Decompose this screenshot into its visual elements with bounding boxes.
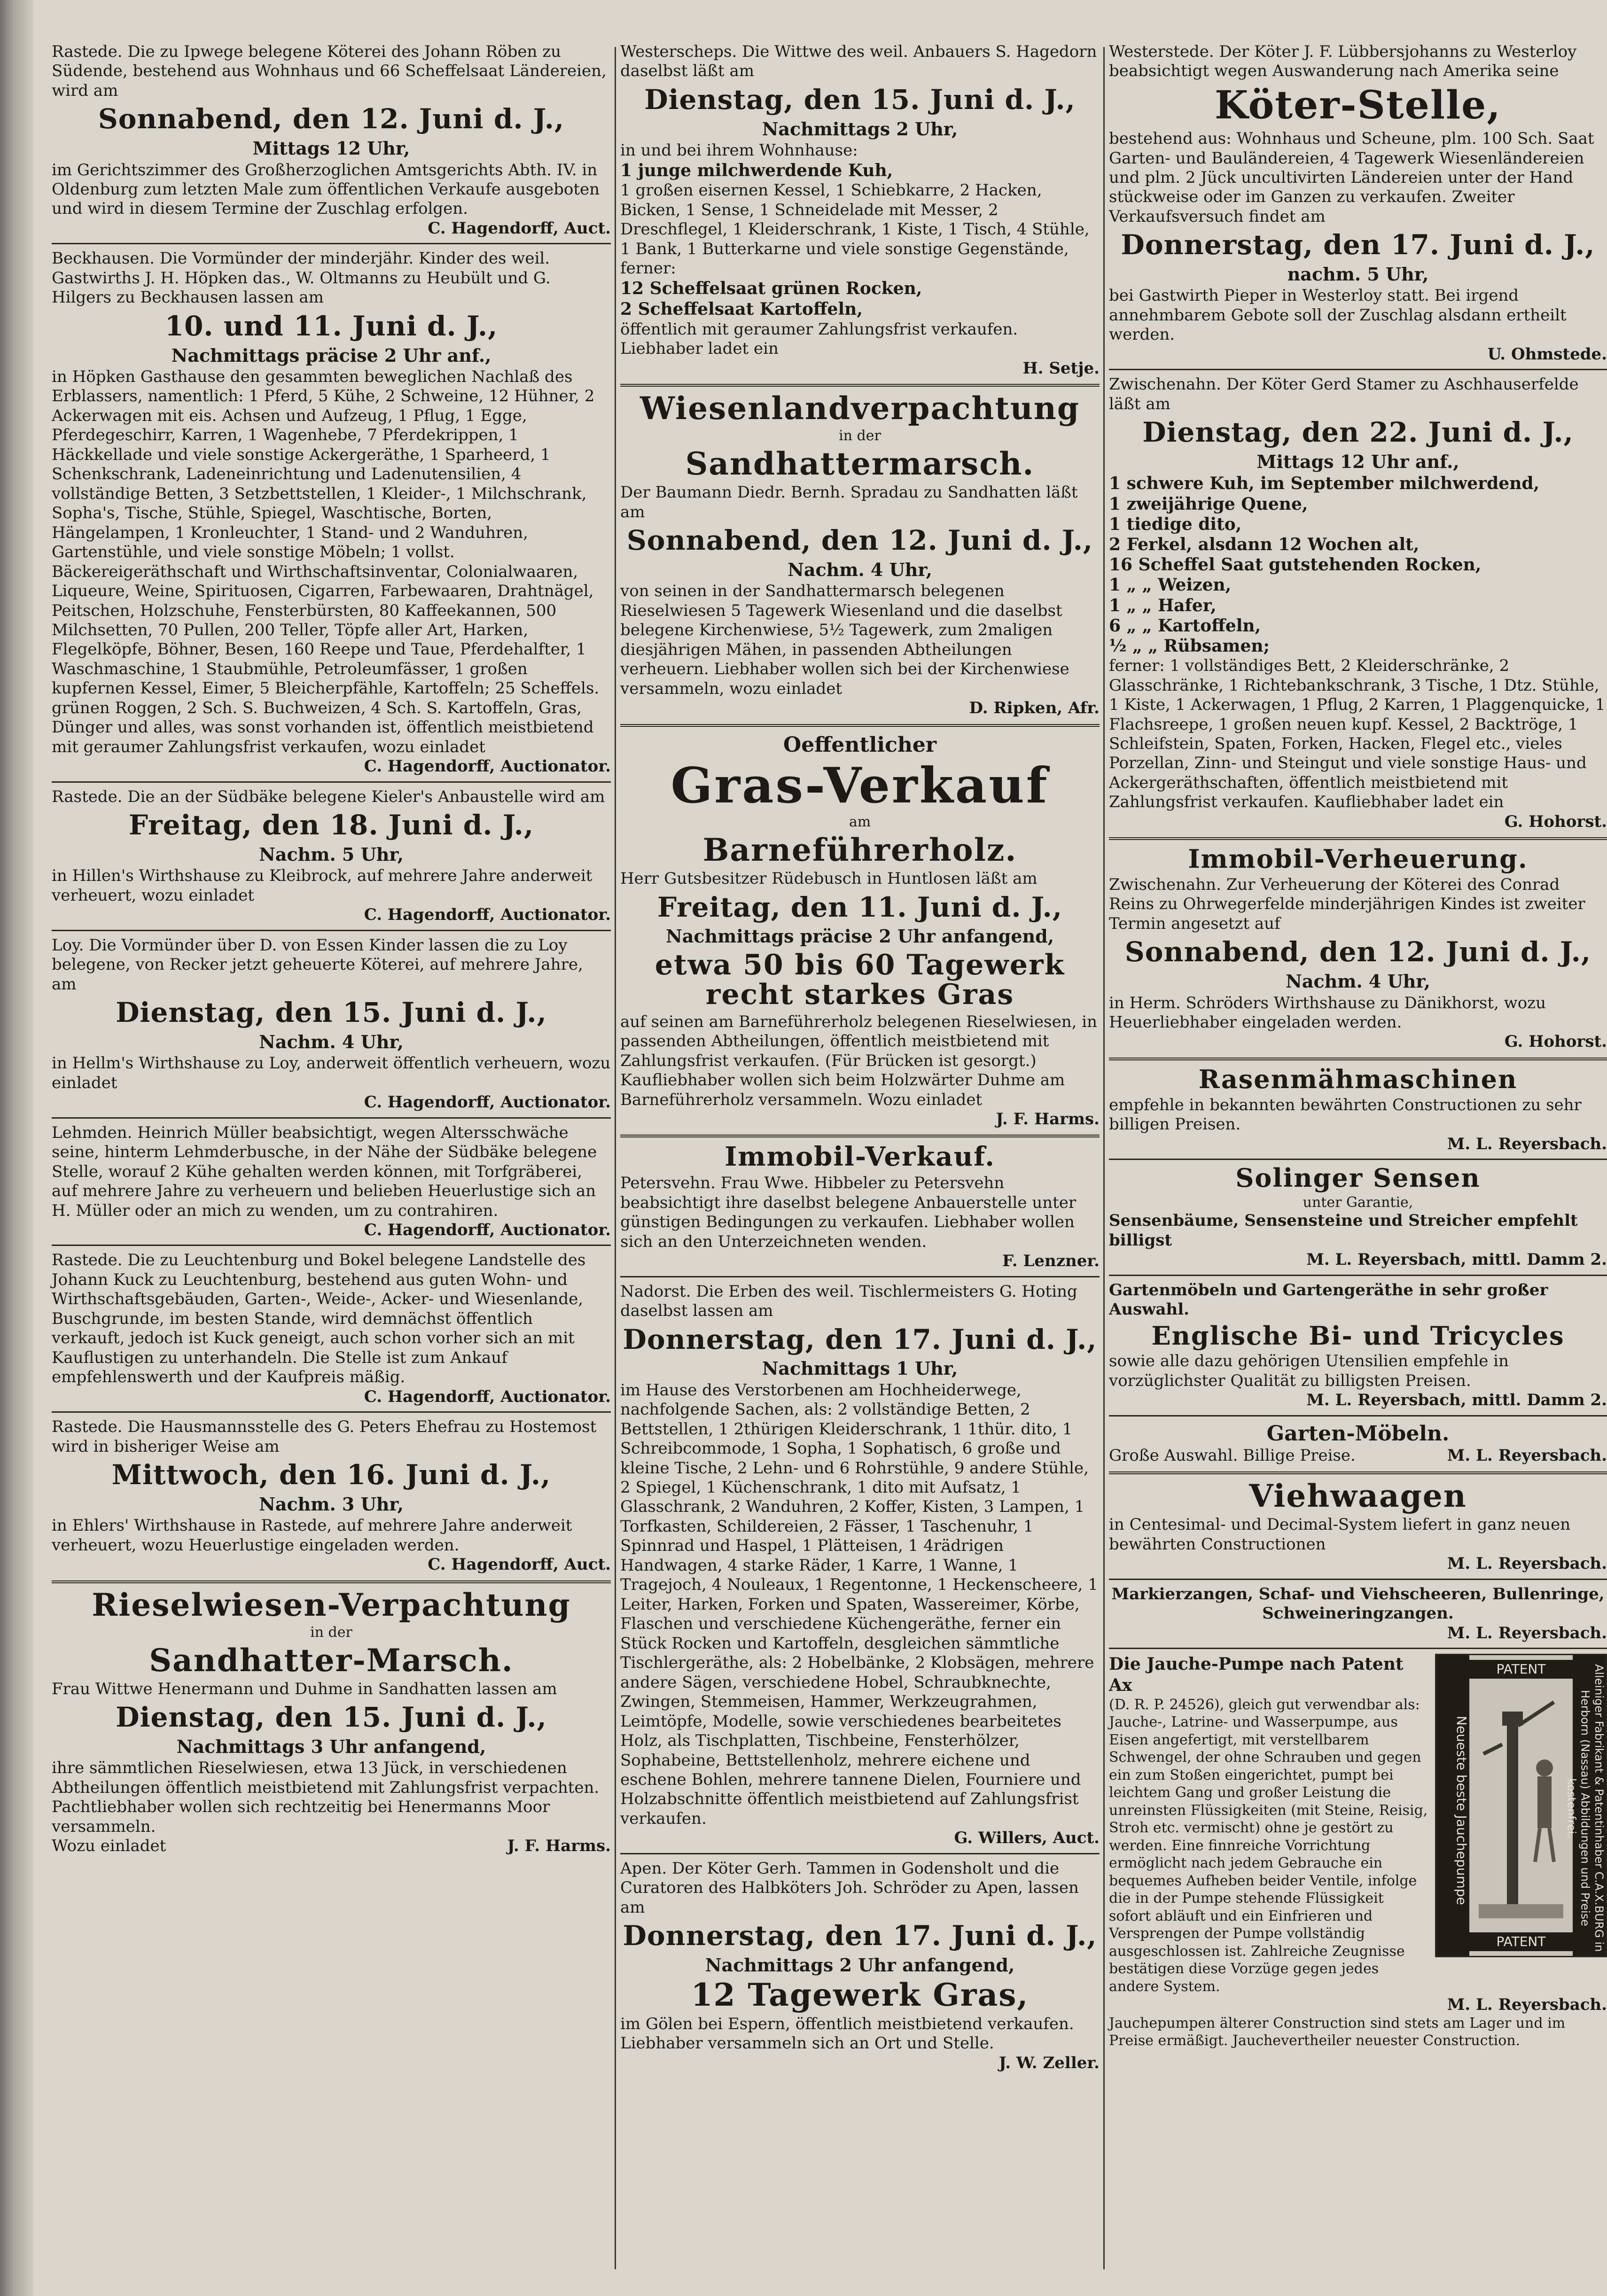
list-item: 6 „ „ Kartoffeln,	[1109, 615, 1261, 636]
ad-signature: C. Hagendorff, Auctionator.	[364, 905, 611, 925]
column-divider	[615, 47, 616, 2269]
ad-headline: Solinger Sensen	[1235, 1163, 1481, 1193]
ad-big-offer: 12 Tagewerk Gras,	[691, 1977, 1029, 2014]
ad-signature: C. Hagendorff, Auctionator.	[364, 757, 611, 776]
divider	[1109, 1648, 1607, 1649]
ad-wiesenland	[620, 389, 1100, 718]
divider	[1109, 1159, 1607, 1160]
ad-time: Mittags 12 Uhr,	[252, 138, 410, 159]
ad-signature: M. L. Reyersbach, mittl. Damm 2.	[1306, 1391, 1607, 1410]
ad-nadorst	[620, 1282, 1100, 1848]
ad-lead: 2 Scheffelsaat Kartoffeln,	[620, 299, 863, 319]
ad-bicycles	[1109, 1320, 1607, 1410]
ad-date: Mittwoch, den 16. Juni d. J.,	[111, 1459, 551, 1491]
ad-time: nachm. 5 Uhr,	[1287, 264, 1429, 285]
ad-signature: G. Hohorst.	[1504, 812, 1607, 831]
ad-body: ihre sämmtlichen Rieselwiesen, etwa 13 Jück, in verschiedenen Abtheilungen öffentlich meistbietend mit Zahlungsfrist verpachten. Pachtliebhaber wollen sich rechtzeitig bei Henermanns Moor versammeln.	[52, 1759, 600, 1836]
ad-date: Donnerstag, den 17. Juni d. J.,	[623, 1323, 1097, 1355]
ad-body: bei Gastwirth Pieper in Westerloy statt. Bei irgend annehmbarem Gebote soll der Zuschlag alsdann ertheilt werden.	[1109, 286, 1567, 344]
ad-apen	[620, 1859, 1100, 2073]
newspaper-page	[33, 19, 1607, 2283]
column-3	[1109, 42, 1607, 2274]
ad-date: 10. und 11. Juni d. J.,	[164, 310, 498, 342]
ad-sign-pre: Wozu einladet	[52, 1837, 166, 1856]
ad-headline: Die Jauche-Pumpe nach Patent Ax	[1109, 1654, 1404, 1695]
divider	[52, 1117, 611, 1119]
divider	[1109, 1579, 1607, 1580]
ad-body: empfehle in bekannten bewährten Constructionen zu sehr billigen Preisen.	[1109, 1095, 1582, 1134]
ad-date: Dienstag, den 15. Juni d. J.,	[116, 1701, 547, 1734]
ad-date: Dienstag, den 22. Juni d. J.,	[1142, 416, 1574, 449]
divider	[52, 1411, 611, 1413]
ad-intro: Rastede. Die zu Leuchtenburg und Bokel belegene Landstelle des Johann Kuck zu Leuchtenburg, bestehend aus guten Wohn- und Wirthschaftsgebäuden, Garten-, Weide-, Acker- und Wiesenlande, Buschgrunde, im besten Stande, wird demnächst öffentlich verkauft, jedoch ist Kuck geneigt, auch schon vorher sich an mit Kauflustigen zu unterhandeln. Die Stelle ist zum Ankauf empfehlenswerth und der Kaufpreis mäßig.	[52, 1251, 586, 1387]
divider	[52, 930, 611, 931]
divider	[52, 1245, 611, 1246]
list-item: 1 „ „ Weizen,	[1109, 575, 1232, 595]
ad-headline: Immobil-Verkauf.	[725, 1141, 995, 1173]
ad-time: Nachm. 4 Uhr,	[788, 559, 932, 580]
ad-zwischenahn-stamer	[1109, 375, 1607, 832]
ad-sub: unter Garantie,	[1303, 1194, 1413, 1211]
ad-time: Nachm. 4 Uhr,	[1286, 971, 1430, 992]
column-divider	[1103, 47, 1105, 2269]
ad-body: in Hillen's Wirthshause zu Kleibrock, auf mehrere Jahre anderweit verheuert, wozu einladet	[52, 866, 593, 905]
ad-signature: M. L. Reyersbach.	[1447, 1995, 1607, 2015]
ad-gartenmoebeln	[1109, 1281, 1607, 1320]
ad-body: öffentlich mit geraumer Zahlungsfrist verkaufen. Liebhaber ladet ein	[620, 319, 1018, 358]
ad-time: Nachm. 3 Uhr,	[259, 1493, 404, 1515]
ad-signature: J. F. Harms.	[507, 1837, 611, 1856]
pump-side-label: Neueste beste Jauchepumpe	[1436, 1655, 1469, 1956]
ad-jauchepumpe	[1109, 1654, 1607, 2049]
pump-illustration	[1435, 1654, 1607, 1957]
divider	[1109, 1415, 1607, 1417]
ad-intro: Rastede. Die Hausmannsstelle des G. Peters Ehefrau zu Hostemost wird in bisheriger Weise am	[52, 1417, 597, 1456]
ad-intro: Westerscheps. Die Wittwe des weil. Anbauers S. Hagedorn daselbst läßt am	[620, 42, 1097, 81]
ad-immobil-verheuerung	[1109, 846, 1607, 1052]
ad-westerstede	[1109, 42, 1607, 364]
ad-in: in der	[839, 428, 881, 444]
ad-headline: Wiesenlandverpachtung	[640, 389, 1080, 427]
pump-drawing	[1474, 1683, 1568, 1928]
ad-time: Mittags 12 Uhr anf.,	[1256, 451, 1459, 473]
ad-body: sowie alle dazu gehörigen Utensilien empfehle in vorzüglichster Qualität zu billigsten Preisen.	[1109, 1352, 1509, 1390]
column-2	[620, 42, 1100, 2274]
divider	[52, 243, 611, 244]
ad-loy	[52, 936, 611, 1113]
ad-gras-verkauf	[620, 732, 1100, 1129]
ad-headline: Englische Bi- und Tricycles	[1151, 1320, 1565, 1351]
ad-signature: C. Hagendorff, Auct.	[428, 1555, 611, 1574]
ad-signature: M. L. Reyersbach.	[1447, 1554, 1607, 1573]
ad-intro: Frau Wittwe Henermann und Duhme in Sandhatten lassen am	[52, 1679, 557, 1698]
ad-intro: Zwischenahn. Der Köter Gerd Stamer zu Aschhauserfelde läßt am	[1109, 375, 1579, 413]
ad-body: im Hause des Verstorbenen am Hochheiderwege, nachfolgende Sachen, als: 2 vollständige Betten, 2 Bettstellen, 1 2thürigen Kleiderschrank, 1 1thür. dito, 1 Schreibcommode, 1 Sopha, 1 Sophatisch, 6 große und kleine Tische, 2 Lehn- und 6 Rohrstühle, 9 andere Stühle, 2 Spiegel, 1 Küchenschrank, 1 dito mit Aufsatz, 1 Glasschrank, 2 Wanduhren, 2 Koffer, Kisten, 3 Lampen, 1 Torfkasten, Schildereien, 2 Fässer, 1 Taschenuhr, 1 Spinnrad und Haspel, 1 Plätteisen, 1 4rädrigen Handwagen, 4 starke Räder, 1 Karre, 1 Wanne, 1 Tragejoch, 4 Nouleaux, 1 Regentonne, 1 Heckenscheere, 1 Leiter, Harken, Forken und Spaten, Wassereimer, Körbe, Flaschen und verschiedene Küchengeräthe, ferner ein Stück Rocken und Kartoffeln, desgleichen sämmtliche Tischlergeräthe, als: 2 Hobelbänke, 2 Klobsägen, mehrere andere Sägen, verschiedene Hobel, Schraubknechte, Zwingen, Stemmeisen, Hammer, Werkzeugrahmen, Leimtöpfe, Modelle, sowie verschiedenes bearbeitetes Holz, als Tischplatten, Tischbeine, Fensterhölzer, Sophabeine, Bettstellenholz, mehrere eichene und eschene Bohlen, mehrere tannene Dielen, Fourniere und Holzabschnitte öffentlich meistbietend auf Zahlungsfrist verkaufen.	[620, 1380, 1098, 1828]
ad-body: ferner: 1 vollständiges Bett, 2 Kleiderschränke, 2 Glasschränke, 1 Richtebankschrank, 3 Tische, 1 Dtz. Stühle, 1 Kiste, 1 Ackerwagen, 1 Pflug, 2 Karren, 1 Plaggenquicke, 1 Flachsreepe, 1 großen neuen kupf. Kessel, 2 Backtröge, 1 Schleifstein, Spaten, Forken, Hacken, Flegel etc., vieles Porzellan, Zinn- und Steingut und viele sonstige Haus- und Ackergeräthschaften, öffentlich meistbietend mit Zahlungsfrist verkaufen. Kaufliebhaber ladet ein	[1109, 656, 1606, 812]
list-item: 1 schwere Kuh, im September milchwerdend,	[1109, 474, 1540, 494]
ad-markierzangen	[1109, 1585, 1607, 1643]
ad-signature: M. L. Reyersbach, mittl. Damm 2.	[1306, 1250, 1607, 1269]
ad-signature: C. Hagendorff, Auctionator.	[364, 1387, 611, 1406]
divider	[620, 1135, 1100, 1137]
ad-signature: G. Hohorst.	[1504, 1032, 1607, 1051]
divider	[52, 1580, 611, 1583]
divider	[620, 1276, 1100, 1277]
divider	[620, 384, 1100, 387]
ad-body: in Herm. Schröders Wirthshause zu Dänikhorst, wozu Heuerliebhaber eingeladen werden.	[1109, 993, 1546, 1032]
ad-headline: Viehwaagen	[1249, 1477, 1467, 1514]
ad-solinger-sensen	[1109, 1165, 1607, 1270]
ad-body: in Höpken Gasthause den gesammten beweglichen Nachlaß des Erblassers, namentlich: 1 Pferd, 5 Kühe, 2 Schweine, 12 Hühner, 2 Ackerwagen mit eis. Achsen und Aufzeug, 1 Pflug, 1 Egge, Pferdegeschirr, Karren, 1 Wagenhebe, 7 Pferdekrippen, 1 Häckkellade und viele sonstige Ackergeräthe, 1 Sparheerd, 1 Schenkschrank, Ladeneinrichtung und Ladenutensilien, 4 vollständige Betten, 3 Setzbettstellen, 1 Kleider-, 1 Milchschrank, Sopha's, Tische, Stühle, Spiegel, Waschtische, Borten, Hängelampen, 1 Kronleuchter, 1 Stand- und 2 Wanduhren, Gartenstühle, und viele sonstige Möbeln; 1 vollst. Bäckereigeräthschaft und Wirthschaftsinventar, Colonialwaaren, Liqueure, Weine, Spirituosen, Cigarren, Farbewaaren, Drahtnägel, Peitschen, Holzschuhe, Fensterbürsten, 80 Kaffeekannen, 500 Milchsetten, 70 Pullen, 200 Teller, Töpfe aller Art, Harken, Flegelköpfe, Böhner, Besen, 160 Reepe und Taue, Pferdehalfter, 1 Waschmaschine, 1 Staubmühle, Petroleumfässer, 1 großen kupfernen Kessel, Eimer, 5 Bleicherpfähle, Kartoffeln; 25 Scheffels. grünen Roggen, 2 Sch. S. Buchweizen, 4 Sch. S. Kartoffeln, Gras, Dünger und alles, was sonst vorhanden ist, öffentlich meistbietend mit geraumer Zahlungsfrist verkaufen, wozu einladet	[52, 367, 600, 756]
ad-intro: Rastede. Die zu Ipwege belegene Köterei des Johann Röben zu Südende, bestehend aus Wohnhaus und 66 Scheffelsaat Ländereien, wird am	[52, 42, 607, 100]
divider	[1109, 1275, 1607, 1276]
ad-place: Barneführerholz.	[702, 831, 1017, 868]
ad-body: Große Auswahl. Billige Preise.	[1109, 1446, 1356, 1465]
divider	[1109, 1058, 1607, 1060]
list-item: ½ „ „ Rübsamen;	[1109, 636, 1270, 656]
ad-headline: Immobil-Verheuerung.	[1188, 844, 1528, 874]
ad-signature: M. L. Reyersbach.	[1447, 1623, 1607, 1642]
ad-headline: Köter-Stelle,	[1215, 82, 1501, 128]
divider	[52, 781, 611, 783]
ad-intro: Herr Gutsbesitzer Rüdebusch in Huntlosen läßt am	[620, 869, 1038, 888]
ad-date: Sonnabend, den 12. Juni d. J.,	[98, 103, 565, 135]
divider	[1109, 1471, 1607, 1474]
ad-immobil-verkauf	[620, 1143, 1100, 1271]
ad-in: in der	[310, 1624, 352, 1641]
divider	[620, 724, 1100, 727]
ad-body: in Hellm's Wirthshause zu Loy, anderweit öffentlich verheuern, wozu einladet	[52, 1054, 611, 1092]
ad-time: Nachmittags 3 Uhr anfangend,	[176, 1736, 486, 1758]
ad-body: bestehend aus: Wohnhaus und Scheune, plm. 100 Sch. Saat Garten- und Bauländereien, 4 Tagewerk Wiesenländereien und plm. 2 Jück uncultivirten Ländereien unter der Hand stückweise oder im Ganzen zu verkaufen. Zweiter Verkaufsversuch findet am	[1109, 129, 1594, 226]
ad-headline: Rieselwiesen-Verpachtung	[92, 1586, 571, 1623]
ad-body: von seinen in der Sandhattermarsch belegenen Rieselwiesen 5 Tagewerk Wiesenland und die daselbst belegene Kirchenwiese, 5½ Tagewerk, zum 2maligen diesjährigen Mähen, in passenden Abtheilungen verheuern. Liebhaber wollen sich bei der Kirchenwiese versammeln, wozu einladet	[620, 582, 1069, 698]
ad-body: (D. R. P. 24526), gleich gut verwendbar als: Jauche-, Latrine- und Wasserpumpe, aus Eisen angefertigt, mit verstellbarem Schwengel, der ohne Schrauben und gegen ein zum Stoßen eingerichtet, pumpt bei leichtem Gang und großer Leistung die unreinsten Flüssigkeiten (mit Steine, Reisig, Stroh etc. vermischt) ohne je gestört zu werden. Eine finnreiche Vorrichtung ermöglicht nach jedem Gebrauche ein bequemes Aufheben beider Ventile, infolge die in der Pumpe stehende Flüssigkeit sofort abläuft und ein Einfrieren und Versprengen der Pumpe vollständig ausgeschlossen ist. Zahlreiche Zeugnisse bestätigen diese Vorzüge gegen jedes andere System.	[1109, 1696, 1428, 1995]
ad-signature: U. Ohmstede.	[1487, 344, 1607, 364]
list-item: 16 Scheffel Saat gutstehenden Rocken,	[1109, 555, 1482, 575]
ad-leuchtenburg	[52, 1251, 611, 1407]
ad-body: im Gölen bei Espern, öffentlich meistbietend verkaufen. Liebhaber versammeln sich an Ort und Stelle.	[620, 2014, 1074, 2053]
divider	[1109, 369, 1607, 370]
ad-intro: Der Baumann Diedr. Bernh. Spradau zu Sandhatten läßt am	[620, 483, 1078, 521]
ad-intro: Nadorst. Die Erben des weil. Tischlermeisters G. Hoting daselbst lassen am	[620, 1282, 1077, 1321]
ad-rastede-peters	[52, 1417, 611, 1574]
ad-date: Donnerstag, den 17. Juni d. J.,	[623, 1920, 1097, 1952]
ad-intro: Apen. Der Köter Gerh. Tammen in Godensholt und die Curatoren des Halbköters Joh. Schröder zu Apen, lassen am	[620, 1859, 1079, 1917]
ad-headline: Gras-Verkauf	[671, 756, 1049, 815]
ad-headline: Garten-Möbeln.	[1266, 1421, 1450, 1446]
ad-body: in Ehlers' Wirthshause in Rastede, auf mehrere Jahre anderweit verheuert, wozu Heuerlustige eingeladen werden.	[52, 1516, 572, 1555]
list-item: 1 zweijährige Quene,	[1109, 494, 1308, 514]
ad-time: Nachmittags 2 Uhr,	[762, 118, 958, 140]
column-1	[52, 42, 611, 2274]
ad-rasenmaeh	[1109, 1066, 1607, 1154]
ad-intro: Loy. Die Vormünder über D. von Essen Kinder lassen die zu Loy belegene, von Recker jetzt geheuerte Köterei, auf mehrere Jahre, am	[52, 935, 583, 994]
list-item: 1 tiedige dito,	[1109, 514, 1242, 534]
ad-date: Dienstag, den 15. Juni d. J.,	[116, 996, 547, 1029]
ad-intro: Petersvehn. Frau Wwe. Hibbeler zu Petersvehn beabsichtigt ihre daselbst belegene Anbauerstelle unter günstigen Bedingungen zu verkaufen. Liebhaber wollen sich an den Unterzeichneten wenden.	[620, 1174, 1077, 1251]
ad-place: Sandhatter-Marsch.	[149, 1642, 514, 1679]
ad-time: Nachm. 4 Uhr,	[259, 1031, 404, 1052]
ad-signature: G. Willers, Auct.	[954, 1829, 1100, 1848]
ad-body: Gartenmöbeln und Gartengeräthe in sehr großer Auswahl.	[1109, 1280, 1548, 1319]
ad-lead: 12 Scheffelsaat grünen Rocken,	[620, 278, 922, 298]
ad-body: in Centesimal- und Decimal-System liefert in ganz neuen bewährten Constructionen	[1109, 1515, 1571, 1554]
ad-garten-moebeln	[1109, 1421, 1607, 1466]
pump-maker-label: Alleiniger Fabrikant & Patentinhaber C.A.X.BURG in Herborn (Nassau) Abbildungen und Preise kostenfrei.	[1573, 1655, 1606, 1956]
ad-signature: M. L. Reyersbach.	[1447, 1134, 1607, 1153]
ad-signature: J. W. Zeller.	[999, 2053, 1100, 2072]
ad-intro: Zwischenahn. Zur Verheuerung der Köterei des Conrad Reins zu Ohrwegerfelde minderjährigen Kindes ist zweiter Termin angesetzt auf	[1109, 875, 1585, 933]
divider	[620, 1853, 1100, 1854]
ad-rieselwiesen	[52, 1586, 611, 1856]
ad-footer: Jauchepumpen älterer Construction sind stets am Lager und im Preise ermäßigt. Jauchevertheiler neuester Construction.	[1109, 2015, 1566, 2049]
ad-signature: C. Hagendorff, Auctionator.	[364, 1093, 611, 1112]
ad-time: Nachm. 5 Uhr,	[259, 843, 404, 865]
ad-date: Dienstag, den 15. Juni d. J.,	[644, 83, 1076, 116]
ad-rastede-kieler	[52, 787, 611, 925]
ad-signature: C. Hagendorff, Auctionator.	[364, 1221, 611, 1239]
ad-signature: M. L. Reyersbach.	[1447, 1446, 1607, 1465]
divider	[1109, 837, 1607, 840]
ad-date: Sonnabend, den 12. Juni d. J.,	[1124, 936, 1591, 968]
ad-date: Freitag, den 11. Juni d. J.,	[657, 891, 1063, 923]
ad-am: am	[849, 814, 871, 831]
ad-time: Nachmittags 2 Uhr anfangend,	[705, 1954, 1015, 1976]
ad-time: Nachmittags präcise 2 Uhr anfangend,	[666, 926, 1054, 947]
ad-westerscheps	[620, 42, 1100, 378]
ad-time: Nachmittags 1 Uhr,	[762, 1358, 958, 1379]
ad-body: auf seinen am Barneführerholz belegenen Rieselwiesen, in passenden Abtheilungen, öffentlich meistbietend mit Zahlungsfrist verkaufen. (Für Brücken ist gesorgt.) Kaufliebhaber wollen sich beim Holzwärter Duhme am Barneführerholz versammeln. Wozu einladet	[620, 1012, 1098, 1109]
ad-big-offer: etwa 50 bis 60 Tagewerk recht starkes Gras	[655, 948, 1065, 1011]
list-item: 2 Ferkel, alsdann 12 Wochen alt,	[1109, 534, 1420, 554]
ad-item-list	[1109, 474, 1607, 656]
book-binding-edge	[0, 0, 33, 2296]
ad-headline: Rasenmähmaschinen	[1198, 1064, 1518, 1094]
ad-intro: Beckhausen. Die Vormünder der minderjähr. Kinder des weil. Gastwirths J. H. Höpken das., W. Oltmanns zu Heubült und G. Hilgers zu Beckhausen lassen am	[52, 249, 551, 307]
ad-date: Sonnabend, den 12. Juni d. J.,	[626, 524, 1093, 557]
ad-intro: Lehmden. Heinrich Müller beabsichtigt, wegen Altersschwäche seine, hinterm Lehmderbusche, in der Nähe der Südbäke belegene Stelle, worauf 2 Kühe gehalten werden können, mit Torfgräberei, auf mehrere Jahre zu verheuern und belieben Heuerlustige sich an H. Müller oder an mich zu wenden, um zu contrahiren.	[52, 1123, 597, 1220]
ad-signature: F. Lenzner.	[1002, 1252, 1100, 1271]
ad-signature: J. F. Harms.	[996, 1109, 1100, 1129]
ad-body: 1 großen eisernen Kessel, 1 Schiebkarre, 2 Hacken, Bicken, 1 Sense, 1 Schneidelade mit Messer, 2 Dreschflegel, 1 Kleiderschrank, 1 Kiste, 1 Tisch, 4 Stühle, 1 Bank, 1 Butterkarne und viele sonstige Gegenstände, ferner:	[620, 181, 1090, 278]
ad-rastede-roeben	[52, 42, 611, 238]
ad-signature: C. Hagendorff, Auct.	[428, 218, 611, 238]
ad-body: Markierzangen, Schaf- und Viehscheeren, Bullenringe, Schweineringzangen.	[1111, 1584, 1605, 1623]
ad-signature: H. Setje.	[1022, 358, 1100, 378]
ad-pre: in und bei ihrem Wohnhause:	[620, 141, 858, 160]
ad-date: Freitag, den 18. Juni d. J.,	[128, 809, 534, 841]
ad-date: Donnerstag, den 17. Juni d. J.,	[1121, 229, 1595, 261]
ad-body: im Gerichtszimmer des Großherzoglichen Amtsgerichts Abth. IV. in Oldenburg zum letzten Male zum öffentlichen Verkaufe ausgeboten und wird in diesem Termine der Zuschlag erfolgen.	[52, 160, 600, 218]
ad-beckhausen	[52, 249, 611, 776]
ad-body: Sensenbäume, Sensensteine und Streicher empfehlt billigst	[1109, 1211, 1578, 1250]
ad-time: Nachmittags präcise 2 Uhr anf.,	[171, 344, 491, 366]
pump-top-label: PATENT	[1469, 1660, 1573, 1679]
ad-viehwaagen	[1109, 1477, 1607, 1574]
list-item: 1 „ „ Hafer,	[1109, 595, 1217, 615]
pump-bottom-label: PATENT	[1469, 1932, 1573, 1951]
ad-intro: Westerstede. Der Köter J. F. Lübbersjohanns zu Westerloy beabsichtigt wegen Auswanderung nach Amerika seine	[1109, 42, 1577, 81]
ad-pre: Oeffentlicher	[783, 732, 937, 757]
ad-place: Sandhattermarsch.	[685, 445, 1035, 482]
ad-lead: 1 junge milchwerdende Kuh,	[620, 160, 893, 180]
ad-signature: D. Ripken, Afr.	[969, 699, 1100, 718]
ad-lehmden	[52, 1123, 611, 1240]
ad-intro: Rastede. Die an der Südbäke belegene Kieler's Anbaustelle wird am	[52, 787, 605, 806]
